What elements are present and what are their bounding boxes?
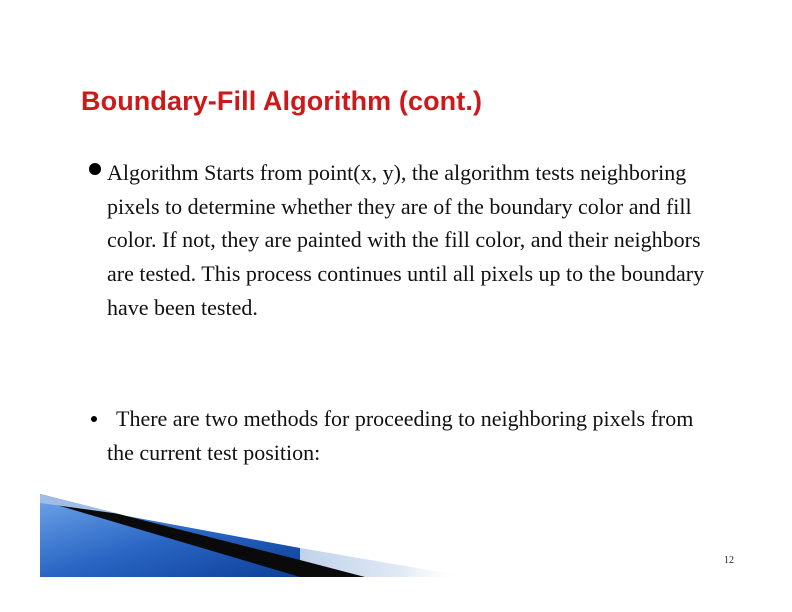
page-number: 12 [724,555,734,566]
slide-title: Boundary-Fill Algorithm (cont.) [81,86,483,116]
bullet-text-2: There are two methods for proceeding to neighboring pixels from the current test position: [107,406,694,465]
bullet-text-1: Algorithm Starts from point(x, y), the algorithm tests neighboring pixels to determine whether they are of the boundary color and fill color. If not, they are painted with the fill color, and their neighbors are tested. This process continues until all pixels up to the boundary have been tested. [107,160,705,320]
